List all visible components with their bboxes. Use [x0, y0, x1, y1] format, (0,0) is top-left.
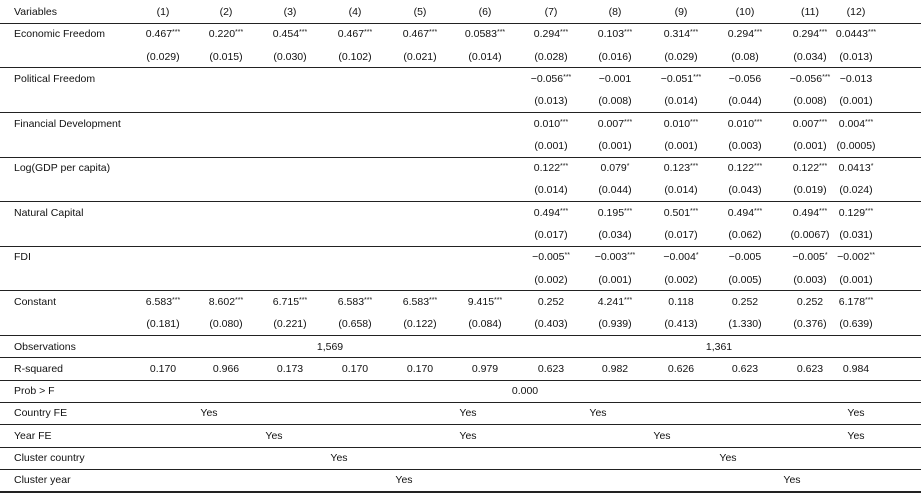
observations-right: 1,361: [705, 340, 733, 353]
coef-cell: −0.005**: [532, 251, 570, 264]
se-cell: (0.002): [664, 273, 698, 286]
fe-row: [0, 425, 921, 447]
variable-name: Log(GDP per capita): [14, 162, 111, 175]
se-cell: (0.044): [598, 184, 632, 197]
se-cell: (0.658): [338, 318, 372, 331]
column-header: (10): [735, 6, 755, 18]
coef-row: [0, 23, 921, 45]
variable-name: Constant: [14, 295, 57, 308]
se-row: [0, 269, 921, 291]
rsquared-cell: 0.979: [471, 362, 499, 375]
se-cell: (0.008): [793, 95, 827, 108]
se-cell: (0.376): [793, 318, 827, 331]
coef-cell: 8.602***: [208, 295, 244, 308]
observations-left: 1,569: [316, 340, 344, 353]
column-header: (8): [608, 6, 622, 18]
rsquared-cell: 0.170: [406, 362, 434, 375]
se-cell: (0.0005): [836, 139, 876, 152]
se-cell: (0.102): [338, 50, 372, 63]
se-cell: (0.001): [839, 273, 873, 286]
se-cell: (0.001): [598, 139, 632, 152]
header-row: [0, 1, 921, 23]
rsquared-cell: 0.982: [601, 362, 629, 375]
coef-cell: 0.103***: [597, 28, 633, 41]
coef-cell: 0.129***: [838, 206, 874, 219]
coef-cell: 0.314***: [663, 28, 699, 41]
se-cell: (0.062): [728, 229, 762, 241]
coef-cell: 0.494***: [533, 206, 569, 219]
coef-cell: −0.013: [839, 72, 873, 85]
coef-cell: 0.467***: [402, 28, 438, 41]
coef-cell: 0.501***: [663, 206, 699, 219]
column-header: (3): [283, 6, 297, 18]
se-row: [0, 46, 921, 68]
se-cell: (0.016): [598, 50, 632, 63]
se-cell: (0.008): [598, 95, 632, 108]
se-cell: (0.017): [664, 229, 698, 241]
coef-cell: 0.123***: [663, 162, 699, 175]
se-cell: (0.044): [728, 95, 762, 108]
se-cell: (0.015): [209, 50, 243, 63]
se-cell: (0.003): [793, 273, 827, 286]
se-cell: (0.034): [793, 50, 827, 63]
se-cell: (0.003): [728, 139, 762, 152]
se-cell: (0.122): [403, 318, 437, 331]
se-cell: (0.001): [534, 139, 568, 152]
fe-yes: Yes: [395, 474, 413, 487]
rsquared-cell: 0.623: [537, 362, 565, 375]
fe-row: [0, 469, 921, 491]
coef-cell: 0.252: [796, 295, 824, 308]
se-cell: (0.08): [731, 50, 759, 63]
se-cell: (0.001): [598, 273, 632, 286]
coef-cell: 6.583***: [402, 295, 438, 308]
coef-cell: 0.494***: [792, 206, 828, 219]
coef-cell: −0.056***: [530, 72, 572, 85]
coef-row: [0, 202, 921, 224]
variable-name: Natural Capital: [14, 206, 84, 219]
rsquared-cell: 0.173: [276, 362, 304, 375]
se-cell: (0.939): [598, 318, 632, 331]
coef-cell: 0.252: [731, 295, 759, 308]
se-cell: (0.029): [664, 50, 698, 63]
coef-cell: 6.178***: [838, 295, 874, 308]
coef-cell: 0.010***: [663, 117, 699, 130]
rsquared-row: [0, 358, 921, 380]
column-header: (12): [846, 6, 866, 18]
se-cell: (0.021): [403, 50, 437, 63]
fe-yes: Yes: [330, 452, 348, 464]
coef-row: [0, 291, 921, 313]
column-header: (7): [544, 6, 558, 18]
se-row: [0, 179, 921, 201]
coef-row: [0, 113, 921, 135]
se-cell: (0.019): [793, 184, 827, 197]
coef-cell: 0.004***: [838, 117, 874, 130]
coef-cell: 0.294***: [533, 28, 569, 41]
column-header: (5): [413, 6, 427, 18]
variable-name: Political Freedom: [14, 72, 96, 85]
coef-cell: 6.583***: [145, 295, 181, 308]
rsquared-label: R-squared: [14, 362, 64, 375]
se-row: [0, 224, 921, 246]
se-cell: (0.043): [728, 184, 762, 197]
se-cell: (0.014): [664, 184, 698, 197]
fe-yes: Yes: [847, 407, 865, 420]
column-header: (11): [801, 6, 819, 18]
se-cell: (0.413): [664, 318, 698, 331]
fe-yes: Yes: [653, 429, 671, 442]
fe-row: [0, 402, 921, 424]
se-cell: (0.013): [534, 95, 568, 108]
se-cell: (0.0067): [790, 229, 830, 241]
observations-label: Observations: [14, 340, 76, 353]
se-cell: (0.034): [598, 229, 632, 241]
coef-cell: −0.005*: [792, 251, 828, 264]
fe-yes: Yes: [459, 429, 477, 442]
rsquared-cell: 0.623: [731, 362, 759, 375]
column-header: (4): [348, 6, 362, 18]
se-cell: (0.080): [209, 318, 243, 331]
se-cell: (0.028): [534, 50, 568, 63]
se-cell: (0.014): [534, 184, 568, 197]
column-header: (9): [674, 6, 688, 18]
coef-cell: −0.004*: [663, 251, 699, 264]
se-cell: (0.014): [468, 50, 502, 63]
column-header: (1): [156, 6, 170, 18]
se-cell: (0.002): [534, 273, 568, 286]
se-cell: (0.013): [839, 50, 873, 63]
rsquared-cell: 0.626: [667, 362, 695, 375]
se-row: [0, 90, 921, 112]
coef-cell: 0.467***: [145, 28, 181, 41]
fe-label: Cluster year: [14, 474, 71, 487]
coef-cell: 6.583***: [337, 295, 373, 308]
coef-cell: −0.051***: [660, 72, 702, 85]
coef-cell: −0.002**: [837, 251, 875, 264]
coef-row: [0, 246, 921, 268]
se-cell: (0.014): [664, 95, 698, 108]
coef-cell: −0.056: [728, 72, 762, 85]
fe-yes: Yes: [459, 407, 477, 420]
header-label: Variables: [14, 6, 57, 18]
coef-cell: 0.294***: [727, 28, 763, 41]
column-header: (6): [478, 6, 492, 18]
fe-label: Cluster country: [14, 452, 85, 464]
coef-cell: 0.454***: [272, 28, 308, 41]
se-cell: (0.001): [793, 139, 827, 152]
coef-cell: 0.252: [537, 295, 565, 308]
coef-cell: −0.001: [598, 72, 632, 85]
rsquared-cell: 0.170: [341, 362, 369, 375]
probf-label: Prob > F: [14, 385, 55, 398]
variable-name: Financial Development: [14, 117, 121, 130]
fe-label: Year FE: [14, 429, 52, 442]
coef-cell: 0.0413*: [838, 162, 874, 175]
coef-row: [0, 68, 921, 90]
coef-cell: 0.0583***: [464, 28, 506, 41]
coef-cell: 0.122***: [533, 162, 569, 175]
rsquared-cell: 0.984: [842, 362, 870, 375]
variable-name: FDI: [14, 251, 31, 264]
fe-yes: Yes: [265, 429, 283, 442]
rsquared-cell: 0.966: [212, 362, 240, 375]
coef-cell: 0.294***: [792, 28, 828, 41]
fe-yes: Yes: [589, 407, 607, 420]
observations-row: [0, 336, 921, 358]
coef-cell: 0.220***: [208, 28, 244, 41]
coef-cell: 0.010***: [533, 117, 569, 130]
coef-cell: 0.122***: [727, 162, 763, 175]
coef-row: [0, 157, 921, 179]
coef-cell: 0.467***: [337, 28, 373, 41]
fe-row: [0, 447, 921, 469]
column-header: (2): [219, 6, 233, 18]
se-cell: (0.221): [273, 318, 307, 331]
rsquared-cell: 0.623: [796, 362, 824, 375]
se-cell: (0.030): [273, 50, 307, 63]
se-cell: (0.024): [839, 184, 873, 197]
fe-rule: [0, 491, 921, 493]
se-cell: (0.001): [664, 139, 698, 152]
coef-cell: 6.715***: [272, 295, 308, 308]
coef-cell: 0.195***: [597, 206, 633, 219]
se-cell: (0.029): [146, 50, 180, 63]
coef-cell: 0.079*: [600, 162, 630, 175]
fe-yes: Yes: [783, 474, 801, 487]
coef-cell: 0.118: [668, 295, 694, 308]
coef-cell: 0.122***: [792, 162, 828, 175]
coef-cell: 0.0443***: [835, 28, 877, 41]
fe-yes: Yes: [847, 429, 865, 442]
fe-yes: Yes: [719, 452, 737, 464]
coef-cell: 0.494***: [727, 206, 763, 219]
coef-cell: −0.056***: [789, 72, 831, 85]
variable-name: Economic Freedom: [14, 28, 106, 41]
probf-value: 0.000: [511, 385, 539, 398]
coef-cell: −0.003***: [594, 251, 636, 264]
se-cell: (1.330): [728, 318, 762, 331]
coef-cell: 0.010***: [727, 117, 763, 130]
se-cell: (0.181): [146, 318, 180, 331]
fe-yes: Yes: [200, 407, 218, 420]
rsquared-cell: 0.170: [149, 362, 177, 375]
coef-cell: 9.415***: [467, 295, 503, 308]
se-cell: (0.639): [839, 318, 873, 331]
probf-row: [0, 380, 921, 402]
coef-cell: 0.007***: [792, 117, 828, 130]
coef-cell: 4.241***: [597, 295, 633, 308]
fe-label: Country FE: [14, 407, 68, 420]
se-cell: (0.084): [468, 318, 502, 331]
se-cell: (0.017): [534, 229, 568, 241]
se-cell: (0.001): [839, 95, 873, 108]
se-cell: (0.005): [728, 273, 762, 286]
se-row: [0, 135, 921, 157]
coef-cell: −0.005: [728, 251, 762, 264]
se-row: [0, 313, 921, 335]
se-cell: (0.403): [534, 318, 568, 331]
coef-cell: 0.007***: [597, 117, 633, 130]
se-cell: (0.031): [839, 229, 873, 241]
